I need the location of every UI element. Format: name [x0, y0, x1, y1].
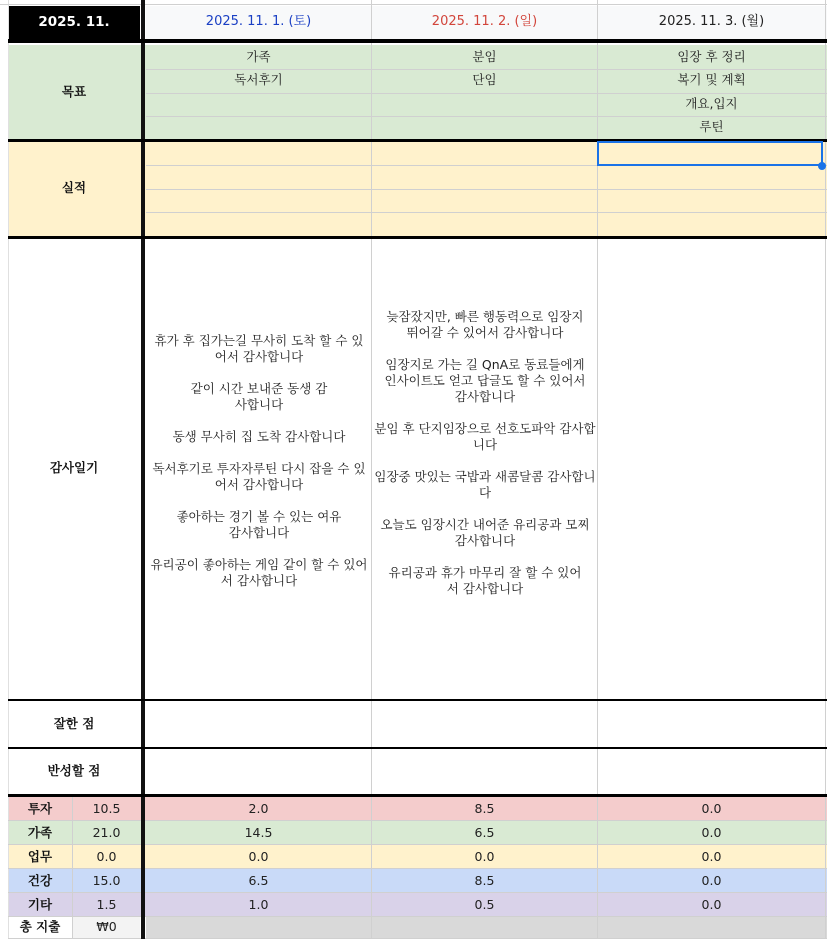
- selected-cell[interactable]: [597, 141, 823, 166]
- goal-cell[interactable]: 단임: [472, 72, 497, 87]
- category-value[interactable]: 6.5: [248, 873, 269, 888]
- gratitude-entry: 독서후기로 투자자루틴 다시 잡을 수 있어서 감사합니다: [152, 461, 366, 492]
- gratitude-label: 감사일기: [49, 460, 99, 475]
- category-value[interactable]: 0.0: [248, 849, 269, 864]
- did-well-label: 잘한 점: [53, 716, 95, 731]
- goal-label: 목표: [61, 84, 87, 99]
- category-value[interactable]: 1.0: [248, 897, 269, 912]
- gratitude-entry: 휴가 후 집가는길 무사히 도착 할 수 있어서 감사합니다: [154, 333, 364, 364]
- gratitude-entry: 늦잠잤지만, 빠른 행동력으로 임장지 뛰어갈 수 있어서 감사합니다: [386, 309, 584, 340]
- header-day-1[interactable]: 2025. 11. 1. (토): [205, 14, 312, 29]
- category-total-family[interactable]: 21.0: [92, 825, 121, 840]
- header-month: 2025. 11.: [38, 14, 110, 30]
- category-name-etc: 기타: [27, 897, 53, 912]
- goal-cell[interactable]: 임장 후 정리: [677, 49, 746, 64]
- category-value[interactable]: 8.5: [474, 801, 495, 816]
- header-day-3[interactable]: 2025. 11. 3. (월): [658, 14, 765, 29]
- goal-cell[interactable]: 복기 및 계획: [677, 72, 746, 87]
- category-value[interactable]: 0.0: [701, 897, 722, 912]
- category-value[interactable]: 0.0: [701, 801, 722, 816]
- goal-cell[interactable]: 가족: [246, 49, 271, 64]
- goal-cell[interactable]: 개요,입지: [685, 96, 738, 111]
- gratitude-entry: 좋아하는 경기 볼 수 있는 여유 감사합니다: [176, 509, 342, 540]
- category-total-work[interactable]: 0.0: [96, 849, 117, 864]
- gratitude-entry: 유리공이 좋아하는 게임 같이 할 수 있어서 감사합니다: [150, 557, 368, 588]
- gratitude-cell-day-1[interactable]: [150, 333, 368, 589]
- category-value[interactable]: 8.5: [474, 873, 495, 888]
- category-value[interactable]: 0.5: [474, 897, 495, 912]
- goal-cell[interactable]: 독서후기: [234, 72, 283, 87]
- category-name-work: 업무: [27, 849, 53, 864]
- category-name-family: 가족: [27, 825, 53, 840]
- category-value[interactable]: 6.5: [474, 825, 495, 840]
- goal-cell[interactable]: 분임: [472, 49, 497, 64]
- result-label: 실적: [61, 180, 87, 195]
- category-value[interactable]: 0.0: [701, 873, 722, 888]
- category-total-health[interactable]: 15.0: [92, 873, 121, 888]
- category-name-invest: 투자: [27, 801, 53, 816]
- category-value[interactable]: 0.0: [701, 825, 722, 840]
- category-total-invest[interactable]: 10.5: [92, 801, 121, 816]
- category-name-health: 건강: [27, 873, 53, 888]
- gratitude-entry: 오늘도 임장시간 내어준 유리공과 모찌 감사합니다: [380, 517, 590, 548]
- category-total-etc[interactable]: 1.5: [96, 897, 117, 912]
- gratitude-entry: 동생 무사히 집 도착 감사합니다: [172, 429, 346, 444]
- gratitude-entry: 같이 시간 보내준 동생 감사합니다: [190, 381, 328, 412]
- total-spend-row-bg: [146, 917, 827, 939]
- total-spend-value[interactable]: ₩0: [96, 919, 117, 934]
- gratitude-entry: 유리공과 휴가 마무리 잘 할 수 있어서 감사합니다: [388, 565, 582, 596]
- category-value[interactable]: 14.5: [244, 825, 273, 840]
- gratitude-cell-day-2[interactable]: [374, 309, 596, 597]
- goal-cell[interactable]: 루틴: [699, 119, 724, 134]
- category-value[interactable]: 2.0: [248, 801, 269, 816]
- gratitude-entry: 분임 후 단지임장으로 선호도파악 감사합니다: [374, 421, 596, 452]
- gratitude-entry: 임장중 맛있는 국밥과 새콤달콤 감사합니다: [374, 469, 596, 500]
- category-value[interactable]: 0.0: [474, 849, 495, 864]
- category-value[interactable]: 0.0: [701, 849, 722, 864]
- reflect-label: 반성할 점: [47, 763, 101, 778]
- total-spend-label: 총 지출: [19, 919, 61, 934]
- gratitude-entry: 임장지로 가는 길 QnA로 동료들에게 인사이트도 얻고 답글도 할 수 있어서 감사합니다: [384, 357, 586, 404]
- fill-handle[interactable]: [818, 162, 826, 170]
- header-day-2[interactable]: 2025. 11. 2. (일): [431, 14, 538, 29]
